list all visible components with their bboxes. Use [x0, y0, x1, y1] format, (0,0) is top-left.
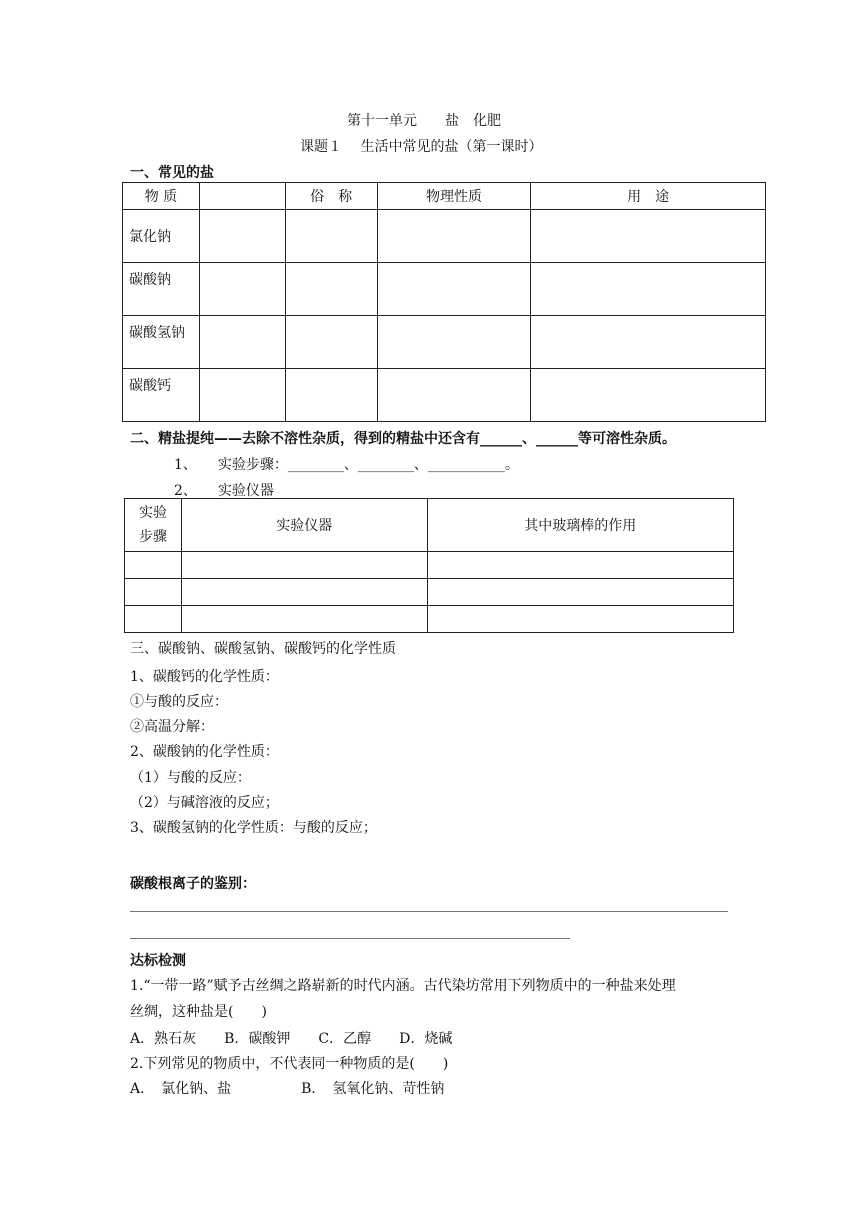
row-label-sodium-chloride: 氯化钠: [123, 210, 200, 263]
header-instrument: 实验仪器: [181, 499, 427, 552]
lesson-title: 课题１ 生活中常见的盐（第一课时）: [300, 139, 543, 155]
property-line: （1）与酸的反应：: [130, 770, 251, 786]
header-step: [125, 499, 182, 552]
section3-heading: 三、碳酸钠、碳酸氢钠、碳酸钙的化学性质: [130, 641, 396, 657]
table-row: [123, 210, 766, 263]
header-substance: 物 质: [123, 183, 200, 210]
table-row: [125, 579, 734, 606]
question-1-options: A．熟石灰 B．碳酸钾 C．乙醇 D．烧碱: [130, 1031, 453, 1047]
property-line: 1、碳酸钙的化学性质：: [130, 669, 279, 685]
question-1-line2: 丝绸，这种盐是( ): [130, 1004, 267, 1020]
answer-line: [130, 938, 570, 939]
section1-heading: 一、常见的盐: [130, 165, 214, 181]
property-line: ①与酸的反应：: [130, 694, 228, 710]
header-use: 用 途: [531, 183, 766, 210]
table-row: [125, 606, 734, 633]
table-row: [123, 316, 766, 369]
property-line: 3、碳酸氢钠的化学性质：与酸的反应；: [130, 820, 377, 836]
table-row: [123, 369, 766, 422]
common-salts-table: [122, 182, 766, 422]
header-glass-rod-role: 其中玻璃棒的作用: [427, 499, 733, 552]
unit-title: 第十一单元 盐 化肥: [347, 113, 501, 129]
table-header-row: [123, 183, 766, 210]
property-line: ②高温分解：: [130, 719, 214, 735]
question-1-line1: 1.“一带一路”赋予古丝绸之路崭新的时代内涵。古代染坊常用下列物质中的一种盐来处理: [130, 978, 676, 994]
purification-table: [124, 498, 734, 633]
quiz-heading: 达标检测: [130, 953, 186, 969]
header-step-line2: 步骤: [138, 529, 167, 545]
row-label-sodium-carbonate: 碳酸钠: [123, 263, 200, 316]
row-label-sodium-bicarbonate: 碳酸氢钠: [123, 316, 200, 369]
property-line: 2、碳酸钠的化学性质：: [130, 744, 279, 760]
section2-heading: 二、精盐提纯——去除不溶性杂质，得到的精盐中还含有______、______等可溶性杂质。: [130, 431, 676, 447]
header-formula: [199, 183, 285, 210]
experiment-steps-line: 1、 实验步骤：________、________、___________。: [174, 457, 519, 473]
answer-line: [130, 911, 728, 912]
header-step-line1: 实验: [138, 505, 167, 521]
header-common-name: 俗 称: [285, 183, 377, 210]
table-header-row: [125, 499, 734, 552]
row-label-calcium-carbonate: 碳酸钙: [123, 369, 200, 422]
property-line: （2）与碱溶液的反应；: [130, 795, 279, 811]
question-2-options: A． 氯化钠、盐 B． 氢氧化钠、苛性钠: [130, 1081, 445, 1097]
table-row: [123, 263, 766, 316]
header-physical-property: 物理性质: [377, 183, 531, 210]
carbonate-heading: 碳酸根离子的鉴别：: [130, 876, 256, 892]
table-row: [125, 552, 734, 579]
experiment-instruments-line: 2、 实验仪器: [174, 483, 274, 499]
question-2: 2.下列常见的物质中，不代表同一种物质的是( ): [130, 1056, 449, 1072]
